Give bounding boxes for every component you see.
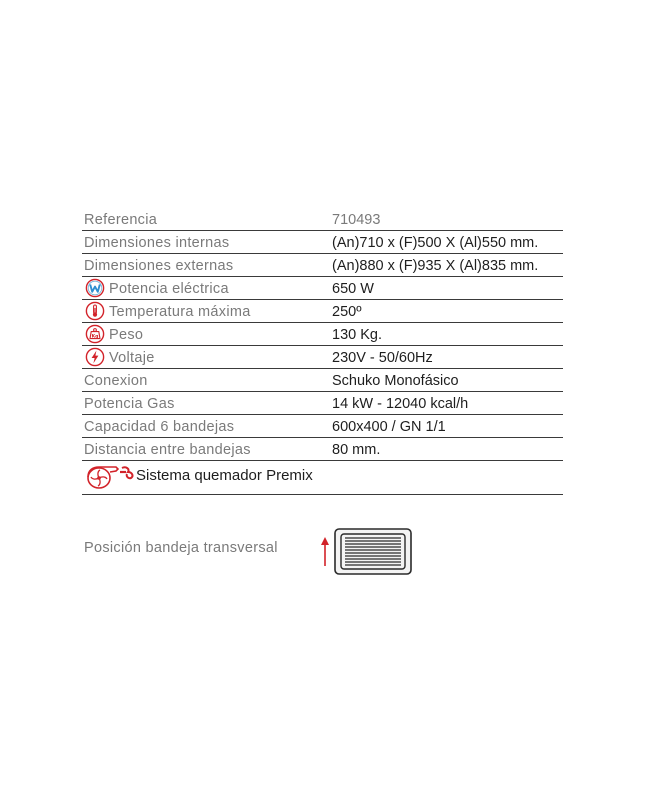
spec-row-capacidad (82, 415, 563, 438)
spec-value: 600x400 / GN 1/1 (332, 419, 446, 435)
spec-row-dimensiones-externas (82, 254, 563, 277)
spec-row-temperatura-maxima (82, 300, 563, 323)
spec-value: 80 mm. (332, 442, 381, 458)
spec-value: 130 Kg. (332, 327, 382, 343)
power-w-icon (85, 278, 105, 298)
spec-label: Voltaje (109, 350, 155, 366)
burner-fan-icon (84, 463, 138, 491)
spec-row-peso (82, 323, 563, 346)
thermometer-icon (85, 301, 105, 321)
spec-value: (An)880 x (F)935 X (Al)835 mm. (332, 258, 539, 274)
arrow-up-icon (319, 535, 331, 567)
tray-position-label: Posición bandeja transversal (84, 540, 278, 556)
burner-label: Sistema quemador Premix (136, 467, 313, 484)
spec-label: Potencia eléctrica (109, 281, 229, 297)
spec-label: Peso (109, 327, 144, 343)
svg-text:Kg: Kg (91, 334, 99, 340)
spec-row-voltaje (82, 346, 563, 369)
spec-value: 710493 (332, 212, 381, 228)
spec-label: Potencia Gas (84, 396, 175, 412)
spec-row-conexion (82, 369, 563, 392)
spec-row-distancia (82, 438, 563, 461)
weight-kg-icon (85, 324, 105, 344)
spec-label: Referencia (84, 212, 158, 228)
tray-transversal-icon (334, 528, 412, 575)
spec-label: Temperatura máxima (109, 304, 251, 320)
specs-table (82, 208, 563, 495)
spec-value: 14 kW - 12040 kcal/h (332, 396, 469, 412)
spec-row-referencia (82, 208, 563, 231)
spec-value: Schuko Monofásico (332, 373, 459, 389)
spec-value: 230V - 50/60Hz (332, 350, 433, 366)
spec-label: Capacidad 6 bandejas (84, 419, 235, 435)
spec-label: Dimensiones externas (84, 258, 234, 274)
lightning-icon (85, 347, 105, 367)
burner-row (82, 461, 563, 495)
spec-row-potencia-electrica (82, 277, 563, 300)
spec-label: Dimensiones internas (84, 235, 230, 251)
spec-row-potencia-gas (82, 392, 563, 415)
spec-value: 650 W (332, 281, 374, 297)
spec-value: 250º (332, 304, 362, 320)
spec-row-dimensiones-internas (82, 231, 563, 254)
spec-label: Conexion (84, 373, 148, 389)
spec-label: Distancia entre bandejas (84, 442, 251, 458)
spec-value: (An)710 x (F)500 X (Al)550 mm. (332, 235, 539, 251)
